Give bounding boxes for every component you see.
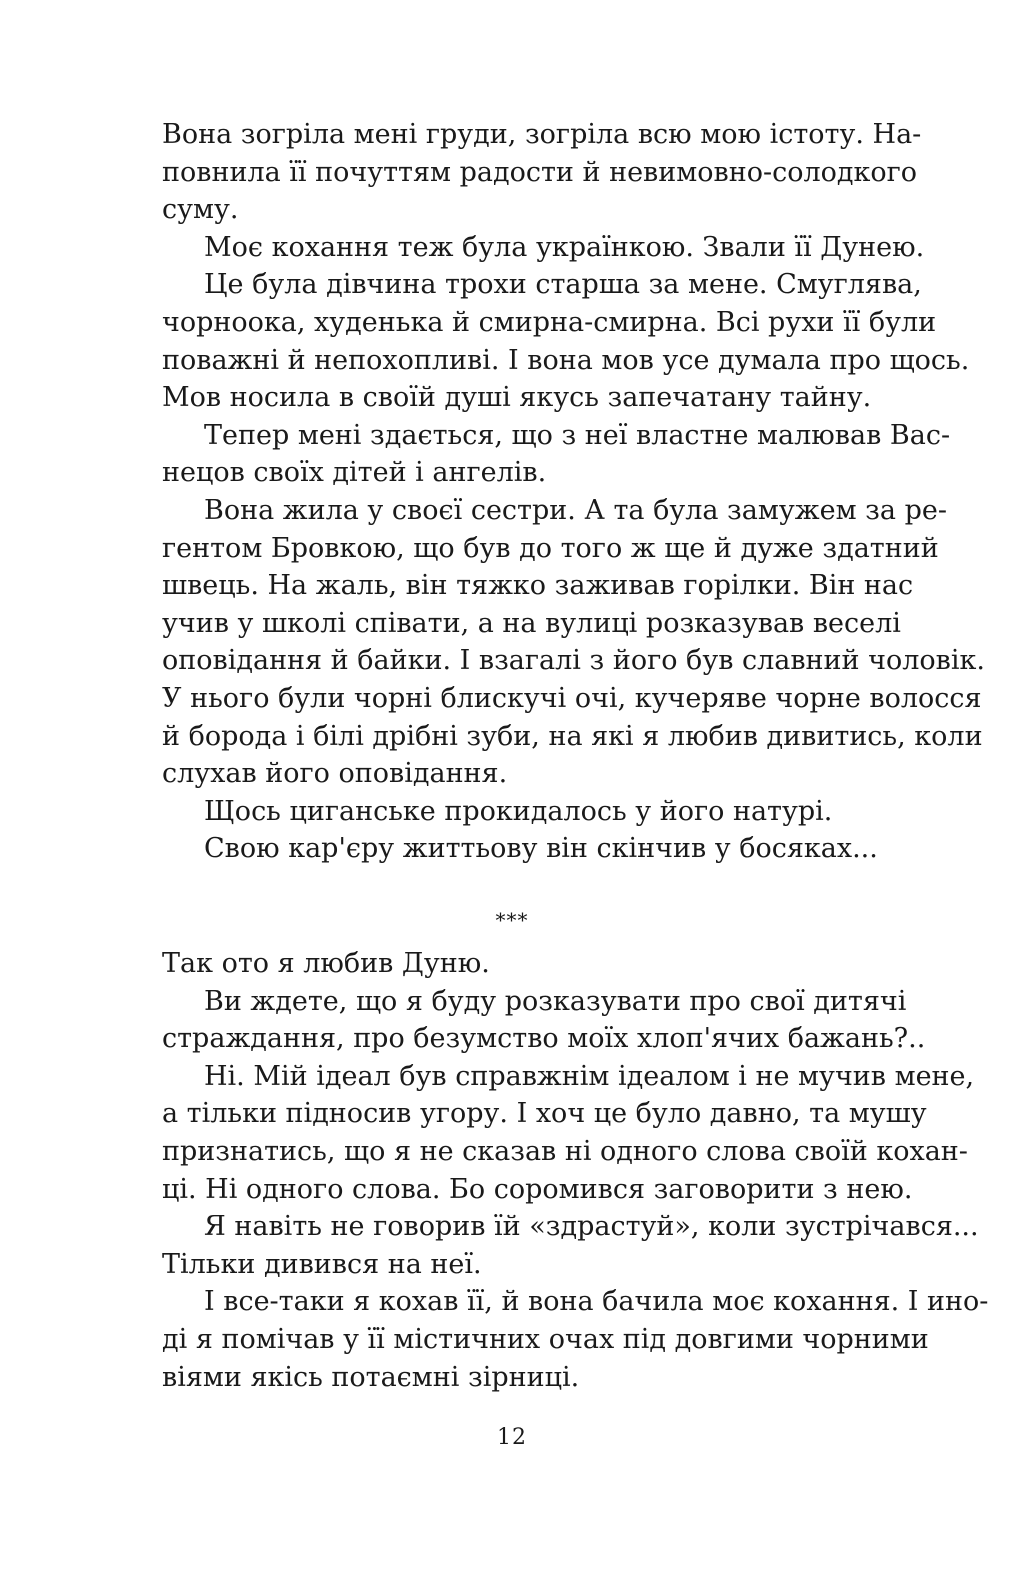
text-line: Свою кар'єру життьову він скінчив у босяках... (204, 833, 878, 865)
text-line: Так ото я любив Дуню. (162, 948, 490, 979)
text-line: Щось циганське прокидалось у його натурі. (204, 795, 833, 827)
text-block-2 (162, 945, 989, 1396)
text-line: поважні й непохопливі. І вона мов усе думала про щось. (162, 344, 970, 376)
text-line: Моє кохання теж була українкою. Звали її Дунею. (204, 231, 925, 263)
text-line: віями якісь потаємні зірниці. (162, 1361, 580, 1393)
text-line: Вона жила у своєї сестри. А та була замужем за ре- (204, 494, 947, 526)
text-line: слухав його оповідання. (162, 758, 508, 790)
text-line: Тепер мені здається, що з неї властне малював Вас- (204, 419, 951, 451)
text-line: Я навіть не говорив їй «здрастуй», коли зустрічався... (204, 1211, 979, 1243)
text-line: ді я помічав у її містичних очах під довгими чорними (162, 1323, 929, 1355)
text-line: а тільки підносив угору. І хоч це було давно, та мушу (162, 1098, 927, 1130)
text-line: признатись, що я не сказав ні одного слова своїй кохан- (162, 1135, 968, 1167)
text-line: оповідання й байки. І взагалі з його був славний чоловік. (162, 645, 985, 677)
text-line: нецов своїх дітей і ангелів. (162, 457, 547, 489)
text-line: Вона зогріла мені груди, зогріла всю мою істоту. На- (162, 119, 922, 150)
text-line: повнила її почуттям радости й невимовно-солодкого (162, 156, 918, 188)
text-line: учив у школі співати, а на вулиці розказував веселі (162, 607, 901, 639)
page-number: 12 (497, 1425, 527, 1450)
text-line: чорноока, худенька й смирна-смирна. Всі рухи її були (162, 306, 937, 338)
text-line: страждання, про безумство моїх хлоп'ячих бажань?.. (162, 1023, 926, 1055)
text-line: суму. (162, 194, 239, 226)
text-line: гентом Бровкою, що був до того ж ще й дуже здатний (162, 532, 939, 564)
text-block-1 (162, 116, 985, 868)
text-line: й борода і білі дрібні зуби, на які я любив дивитись, коли (162, 720, 983, 752)
text-line: Ви ждете, що я буду розказувати про свої дитячі (204, 985, 907, 1017)
section-separator: *** (495, 908, 529, 932)
text-line: ці. Ні одного слова. Бо соромився заговорити з нею. (162, 1173, 913, 1205)
text-line: У нього були чорні блискучі очі, кучеряве чорне волосся (162, 682, 982, 714)
text-line: Це була дівчина трохи старша за мене. Смуглява, (204, 269, 922, 301)
text-line: Тільки дивився на неї. (162, 1248, 482, 1280)
text-line: швець. На жаль, він тяжко заживав горілки. Він нас (162, 570, 914, 602)
text-line: І все-таки я кохав її, й вона бачила моє кохання. І ино- (204, 1286, 989, 1318)
text-line: Ні. Мій ідеал був справжнім ідеалом і не мучив мене, (204, 1060, 975, 1092)
text-line: Мов носила в своїй душі якусь запечатану тайну. (162, 382, 872, 414)
